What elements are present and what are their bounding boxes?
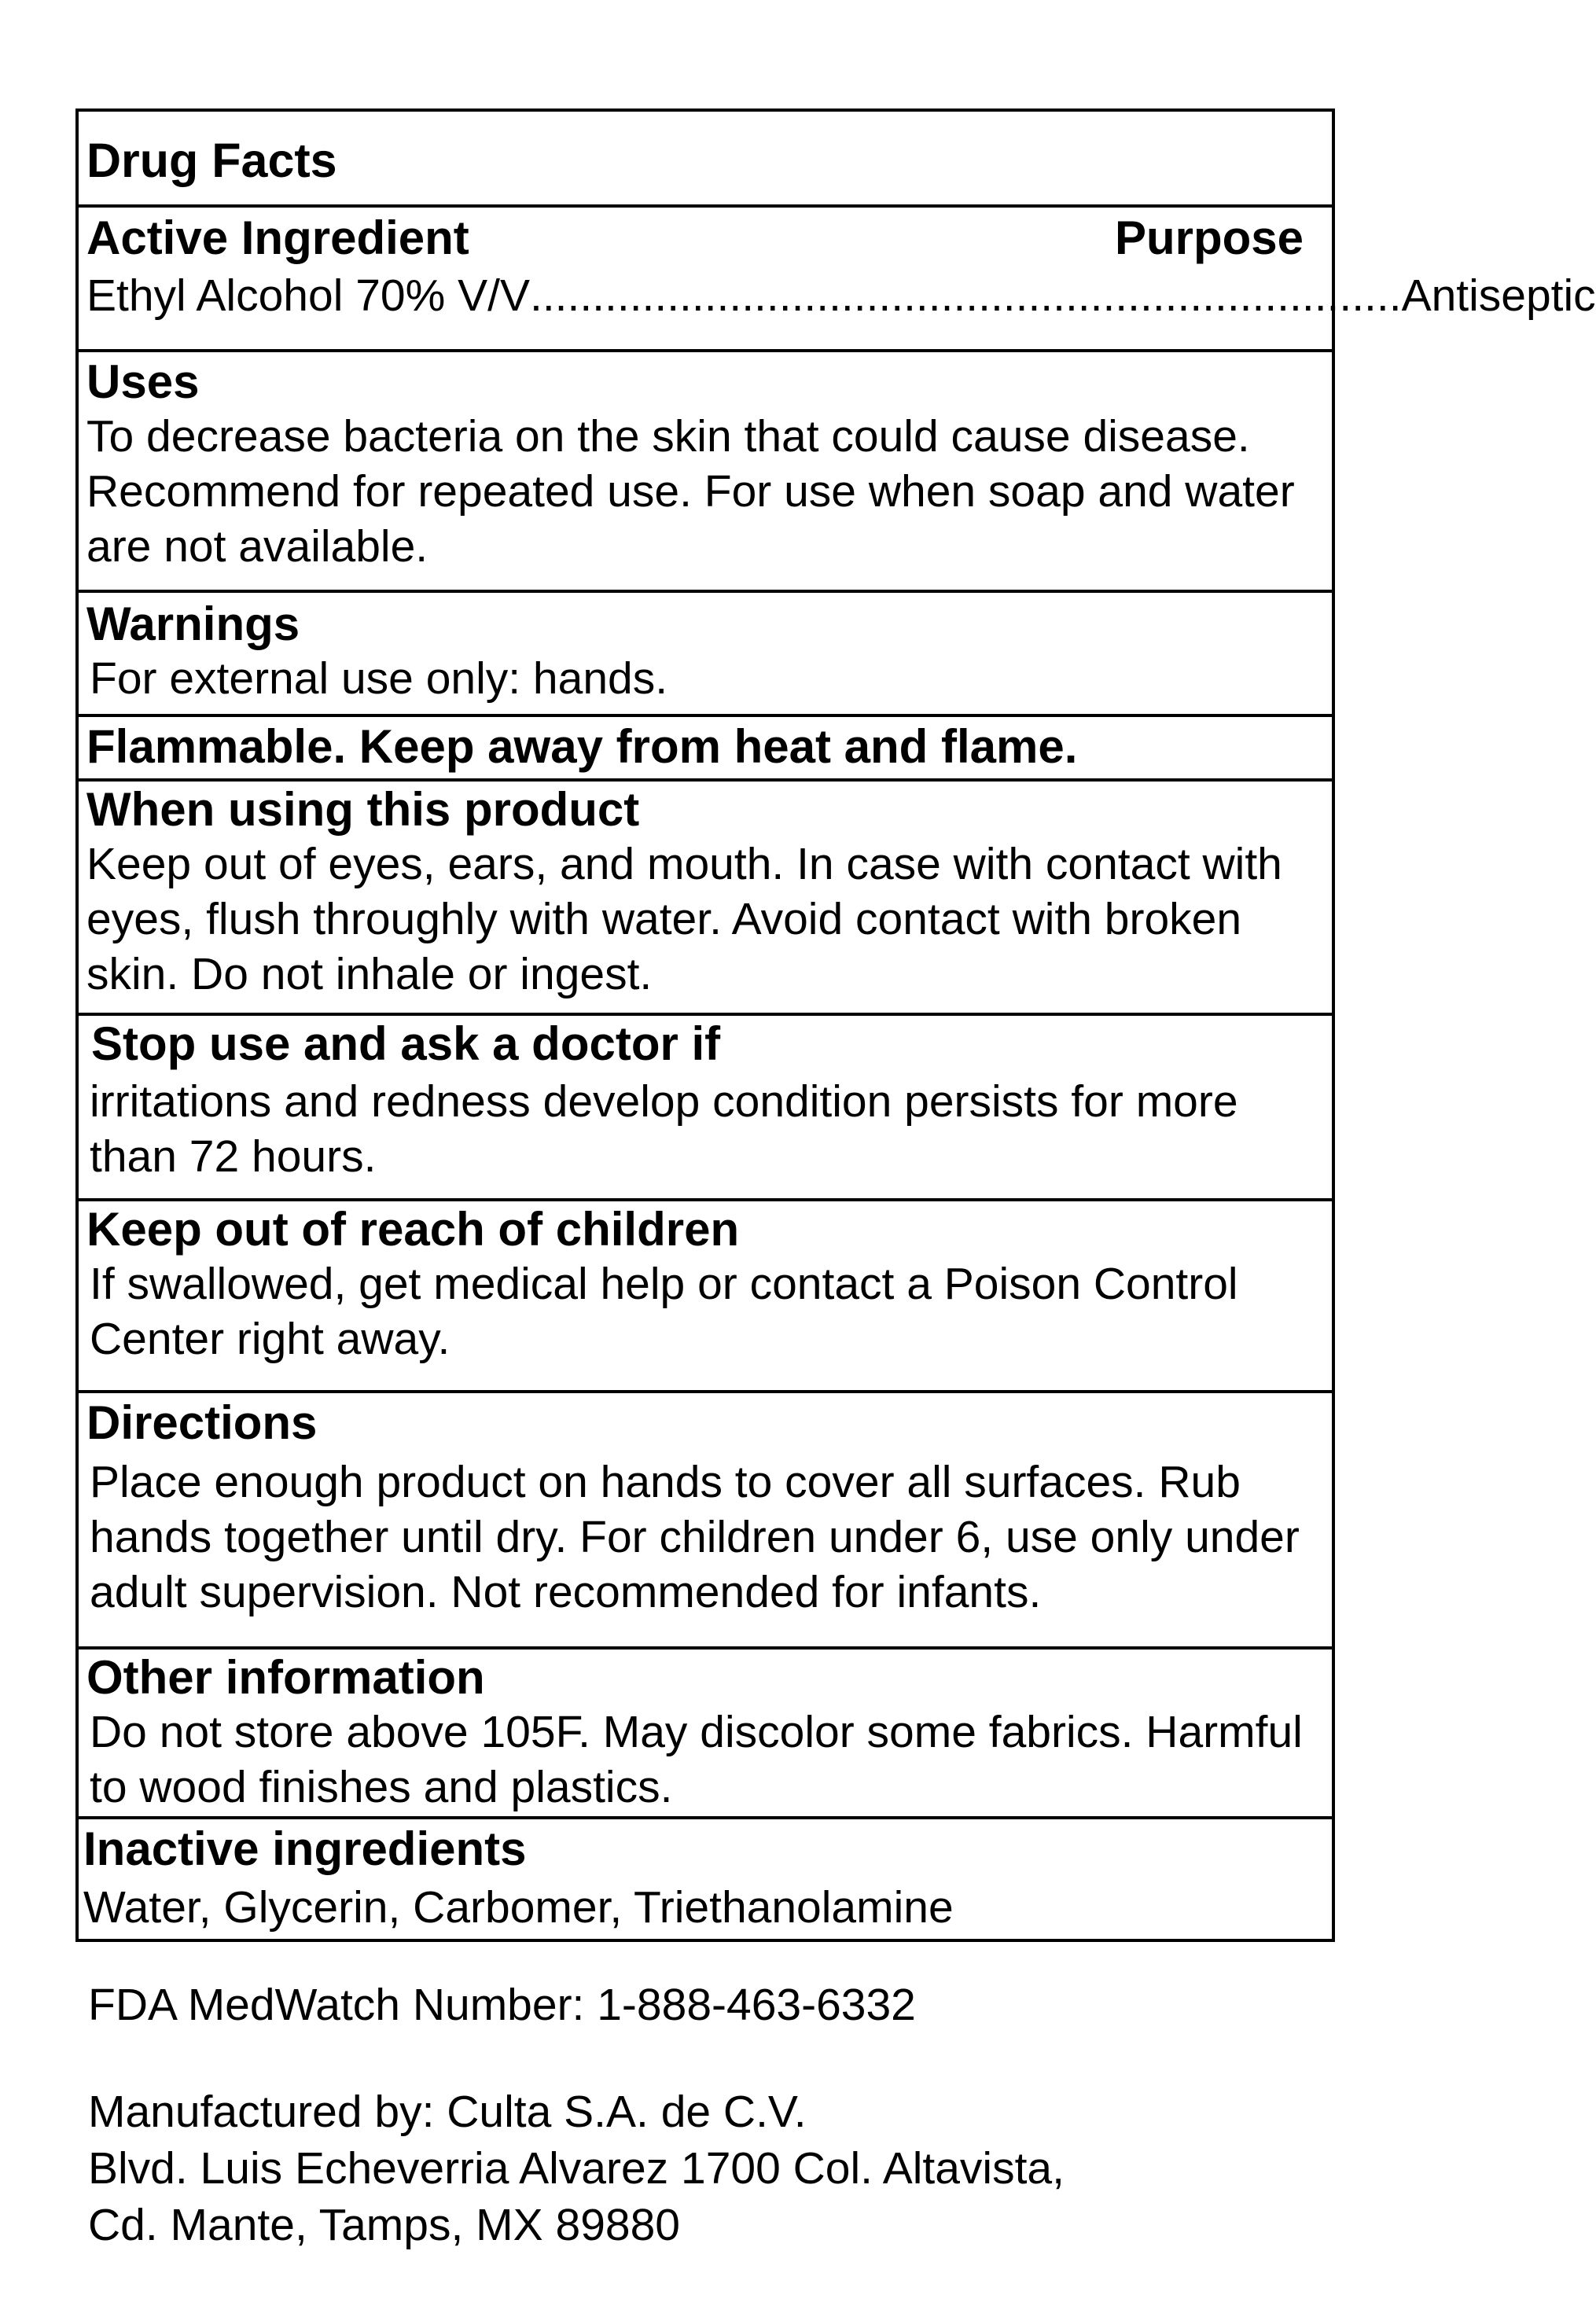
directions-section bbox=[79, 1390, 1332, 1646]
active-ingredient-section bbox=[79, 204, 1596, 349]
active-ingredient-heading: Active Ingredient bbox=[86, 211, 469, 264]
flammable-heading: Flammable. Keep away from heat and flame. bbox=[86, 720, 1078, 773]
dot-leader: ...................................................................... bbox=[530, 270, 1402, 321]
when-using-heading: When using this product bbox=[86, 783, 640, 836]
inactive-ingredients-text: Water, Glycerin, Carbomer, Triethanolamine bbox=[83, 1882, 954, 1933]
stop-use-text: irritations and redness develop condition persists for more than 72 hours. bbox=[90, 1076, 1238, 1182]
when-using-text: Keep out of eyes, ears, and mouth. In case with contact with eyes, flush throughly with water. Avoid contact with broken skin. Do not inhale or ingest. bbox=[86, 839, 1282, 999]
active-ingredient-line bbox=[86, 266, 1596, 325]
uses-heading: Uses bbox=[86, 355, 200, 408]
inactive-ingredients-section bbox=[79, 1816, 1332, 1939]
other-information-heading: Other information bbox=[86, 1651, 485, 1704]
medwatch-number: FDA MedWatch Number: 1-888-463-6332 bbox=[88, 1980, 916, 2030]
warnings-heading: Warnings bbox=[86, 598, 300, 650]
drug-facts-title-section bbox=[79, 112, 1332, 204]
manufacturer-address-street: Blvd. Luis Echeverria Alvarez 1700 Col. Altavista, bbox=[88, 2143, 1065, 2194]
warnings-text: For external use only: hands. bbox=[90, 653, 668, 704]
stop-use-heading: Stop use and ask a doctor if bbox=[91, 1017, 721, 1070]
drug-facts-panel bbox=[75, 108, 1596, 1942]
directions-heading: Directions bbox=[86, 1396, 318, 1449]
uses-section bbox=[79, 349, 1332, 590]
other-information-text: Do not store above 105F. May discolor some fabrics. Harmful to wood finishes and plastics. bbox=[90, 1707, 1303, 1812]
inactive-ingredients-heading: Inactive ingredients bbox=[83, 1822, 527, 1875]
when-using-section bbox=[79, 778, 1332, 1013]
flammable-section bbox=[79, 714, 1332, 778]
other-information-section bbox=[79, 1646, 1332, 1816]
active-ingredient-name: Ethyl Alcohol 70% V/V bbox=[86, 270, 530, 321]
drug-facts-title: Drug Facts bbox=[86, 134, 337, 187]
stop-use-section bbox=[79, 1013, 1332, 1198]
active-ingredient-header-row bbox=[86, 208, 1304, 266]
manufacturer-name: Manufactured by: Culta S.A. de C.V. bbox=[88, 2087, 807, 2137]
keep-out-heading: Keep out of reach of children bbox=[86, 1203, 740, 1256]
keep-out-text: If swallowed, get medical help or contact a Poison Control Center right away. bbox=[90, 1259, 1238, 1364]
keep-out-section bbox=[79, 1198, 1332, 1390]
manufacturer-address-city: Cd. Mante, Tamps, MX 89880 bbox=[88, 2200, 680, 2250]
purpose-heading: Purpose bbox=[1114, 211, 1304, 264]
uses-text: To decrease bacteria on the skin that could cause disease. Recommend for repeated use. For use when soap and water are not available. bbox=[86, 411, 1295, 572]
directions-text: Place enough product on hands to cover all surfaces. Rub hands together until dry. For children under 6, use only under adult supervision. Not recommended for infants. bbox=[90, 1457, 1300, 1617]
active-ingredient-purpose: Antiseptic bbox=[1401, 270, 1596, 321]
warnings-section bbox=[79, 590, 1332, 714]
